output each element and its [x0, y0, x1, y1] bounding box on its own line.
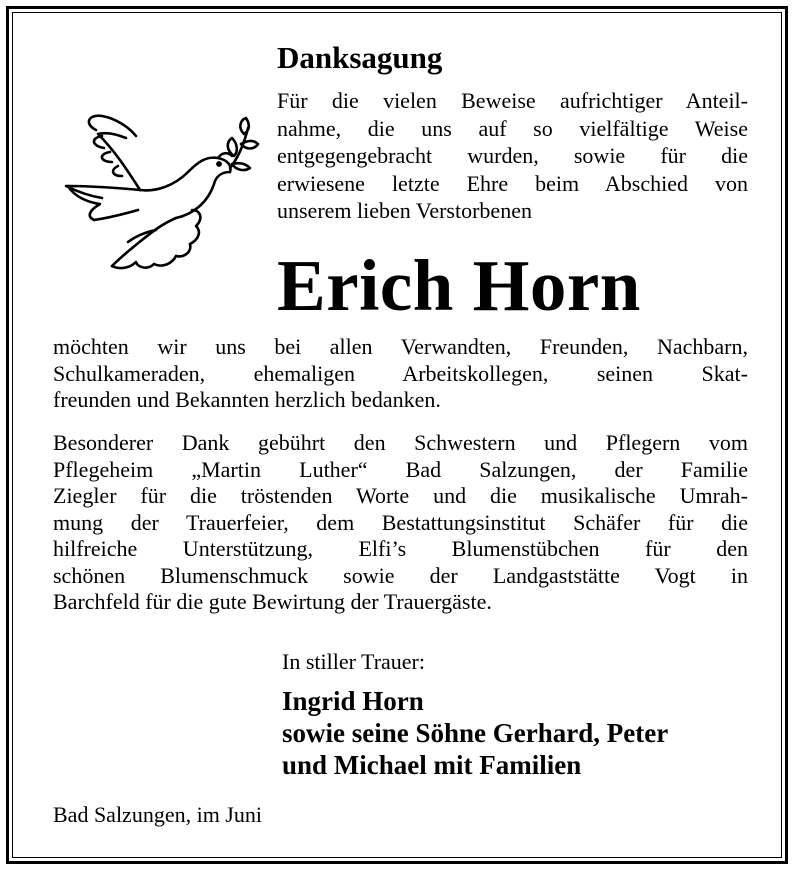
signer-line: und Michael mit Familien [282, 750, 582, 780]
paragraph-line: mung der Trauerfeier, dem Bestattungsinstitut Schäfer für die [53, 509, 748, 535]
special-thanks-paragraph [53, 430, 748, 616]
dove-with-olive-branch-icon [56, 106, 266, 276]
deceased-name: Erich Horn [277, 245, 641, 326]
intro-text [277, 87, 748, 225]
paragraph-line: hilfreiche Unterstützung, Elfi’s Blumenstübchen für den [53, 536, 748, 561]
thanks-paragraph [53, 334, 748, 414]
paragraph-line: Besonderer Dank gebührt den Schwestern und Pflegern vom [53, 430, 748, 455]
intro-line: Für die vielen Beweise aufrichtiger Anteil- [277, 88, 748, 113]
paragraph-line: möchten wir uns bei allen Verwandten, Freunden, Nachbarn, [53, 334, 748, 359]
intro-line: erwiesene letzte Ehre beim Abschied von [277, 170, 748, 196]
intro-line: nahme, die uns auf so vielfältige Weise [277, 115, 748, 141]
mourning-line: In stiller Trauer: [282, 649, 425, 674]
place-date: Bad Salzungen, im Juni [53, 802, 262, 827]
paragraph-line: freunden und Bekannten herzlich bedanken. [53, 387, 441, 412]
paragraph-line: Ziegler für die tröstenden Worte und die musikalische Umrah- [53, 483, 748, 508]
intro-line: unserem lieben Verstorbenen [277, 198, 532, 223]
notice-heading: Danksagung [277, 40, 443, 75]
paragraph-line: Pflegeheim „Martin Luther“ Bad Salzungen, der Familie [53, 456, 748, 482]
intro-line: entgegengebracht wurden, sowie für die [277, 143, 748, 168]
signer-line: Ingrid Horn [282, 686, 424, 716]
paragraph-line: Schulkameraden, ehemaligen Arbeitskollegen, seinen Skat- [53, 360, 748, 386]
signers-block [282, 685, 668, 781]
signer-line: sowie seine Söhne Gerhard, Peter [282, 718, 669, 748]
paragraph-line: Barchfeld für die gute Bewirtung der Trauergäste. [53, 589, 492, 614]
paragraph-line: schönen Blumenschmuck sowie der Landgaststätte Vogt in [53, 562, 748, 588]
